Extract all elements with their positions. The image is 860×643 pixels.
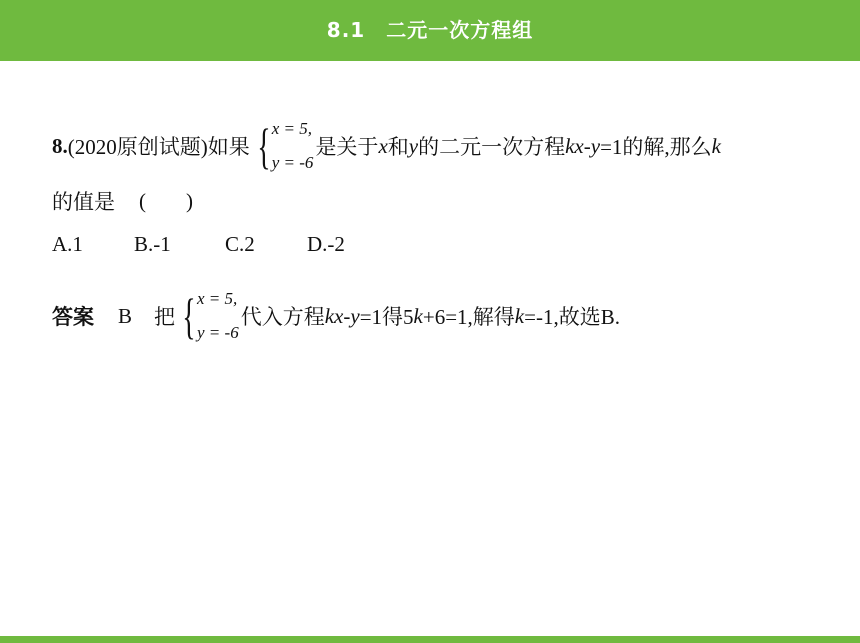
system-rows <box>272 117 314 175</box>
question-number: 8. <box>52 133 68 158</box>
question-source: (2020原创试题) <box>67 135 208 159</box>
option-d: D.-2 <box>307 231 345 256</box>
options-row <box>52 229 345 259</box>
eq-rest: =1的解,那么 <box>600 135 712 159</box>
page-title: 8.1 二元一次方程组 <box>326 18 534 42</box>
answer-line <box>52 283 620 349</box>
eq-k: k <box>565 133 575 158</box>
question-line <box>52 113 721 179</box>
question-text3: 的二元一次方程 <box>418 135 566 159</box>
var-k: k <box>711 133 721 158</box>
answer-paren-close: ) <box>186 188 193 213</box>
question-text2: 和 <box>387 135 409 159</box>
answer-minus: - <box>343 303 351 328</box>
var-y: y <box>408 133 419 158</box>
answer-system-rows <box>197 287 239 345</box>
answer-k1: k <box>324 303 335 328</box>
system-eq2: y = -6 <box>271 153 314 172</box>
footer-bar <box>0 636 860 643</box>
question-line2-text: 的值是 <box>52 190 115 214</box>
answer-t4: =-1,故选B. <box>524 305 620 329</box>
equation-system <box>252 117 314 175</box>
answer-choice: B <box>118 303 133 328</box>
answer-k2: k <box>413 303 423 328</box>
answer-label: 答案 <box>52 305 94 329</box>
answer-paren-open: ( <box>139 188 146 213</box>
brace-symbol: { <box>182 288 196 344</box>
system-eq1: x = 5, <box>271 119 313 138</box>
answer-t3: +6=1,解得 <box>422 305 515 329</box>
eq-y: y <box>590 133 601 158</box>
answer-k3: k <box>514 303 525 328</box>
answer-prefix: 把 <box>154 305 176 329</box>
answer-equation-system <box>177 287 239 345</box>
answer-y1: y <box>350 303 360 328</box>
eq-x: x <box>574 133 584 158</box>
option-c: C.2 <box>225 231 255 256</box>
option-b: B.-1 <box>134 231 171 256</box>
answer-x1: x <box>334 303 344 328</box>
var-x: x <box>378 133 388 158</box>
answer-system-eq1: x = 5, <box>197 289 238 308</box>
question-text1: 是关于 <box>315 135 379 159</box>
eq-minus: - <box>583 133 591 158</box>
answer-t1: 代入方程 <box>240 305 325 329</box>
brace-symbol: { <box>257 118 271 174</box>
question-line-2 <box>52 186 193 216</box>
question-prefix: 如果 <box>207 135 250 159</box>
answer-t2: =1得5 <box>359 305 414 329</box>
answer-system-eq2: y = -6 <box>197 323 239 342</box>
option-a: A.1 <box>52 231 83 256</box>
